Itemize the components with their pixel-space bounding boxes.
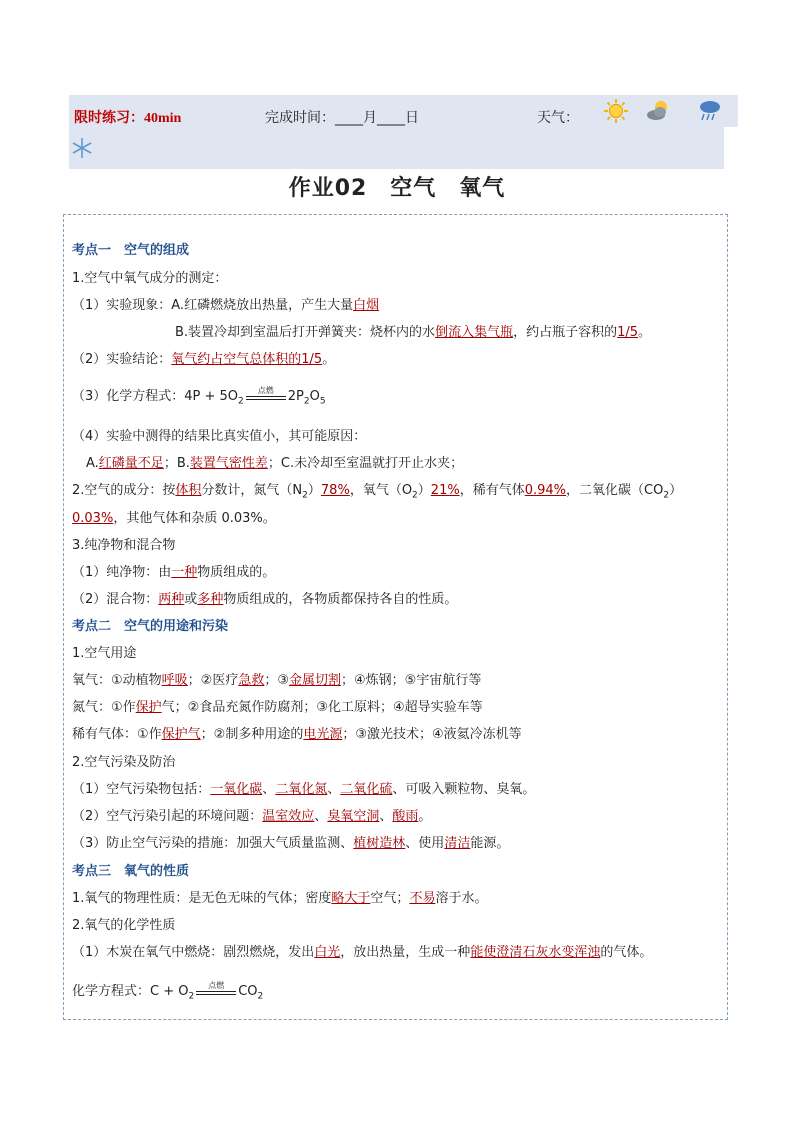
page-title: 作业02 空气 氧气 (288, 176, 506, 201)
rain-icon[interactable] (697, 98, 723, 124)
text-line: 稀有气体：①作保护气；②制多种用途的电光源；③激光技术；④液氦冷冻机等 (72, 727, 522, 742)
text-line: （2）实验结论：氧气约占空气总体积的1/5。 (72, 352, 336, 367)
text-line: 3.纯净物和混合物 (72, 538, 176, 553)
text-line: 2.空气的成分：按体积分数计，氮气$(N_2)78\%$，氧气$(O_2)21\%$，稀有气体0.94%，二氧化碳$(CO_2)$ (72, 483, 683, 501)
text-line: （4）实验中测得的结果比真实值小，其可能原因： (72, 429, 367, 444)
text-line: （2）混合物：两种或多种物质组成的，各物质都保持各自的性质。 (72, 592, 458, 607)
text-line: 1.空气用途 (72, 646, 137, 661)
reaction-arrow: 点燃 (246, 390, 286, 404)
text-line: 1.氧气的物理性质：是无色无味的气体；密度略大于空气；不易溶于水。 (72, 891, 488, 906)
text-line: 氮气：①作保护气；②食品充氮作防腐剂；③化工原料；④超导实验车等 (72, 700, 483, 715)
text-line: B.装置冷却到室温后打开弹簧夹：烧杯内的水倒流入集气瓶，约占瓶子容积的1/5。 (175, 325, 652, 340)
section-heading-3: 考点三 氧气的性质 (72, 864, 190, 879)
chem-equation: 化学方程式：$C + O_2$ 点燃 $CO_2$ (72, 980, 264, 1002)
reaction-arrow: 点燃 (196, 985, 236, 999)
cloud-sun-icon[interactable] (645, 98, 671, 124)
text-line: 1.空气中氧气成分的测定： (72, 271, 228, 286)
completion-time: 完成时间：____月____日 (265, 110, 419, 126)
text-line: 2.空气污染及防治 (72, 755, 176, 770)
text-line: 2.氧气的化学性质 (72, 918, 176, 933)
text-line: （1）纯净物：由一种物质组成的。 (72, 565, 276, 580)
time-limit: 限时练习：40min (74, 111, 182, 126)
text-line: （3）防止空气污染的措施：加强大气质量监测、植树造林、使用清洁能源。 (72, 836, 510, 851)
text-line: （1）实验现象：A.红磷燃烧放出热量，产生大量白烟 (72, 298, 380, 313)
sun-icon[interactable] (603, 98, 629, 124)
section-heading-1: 考点一 空气的组成 (72, 243, 190, 258)
text-line: 氧气：①动植物呼吸；②医疗急救；③金属切割；④炼钢；⑤宇宙航行等 (72, 673, 482, 688)
chem-equation: （3）化学方程式：$4P + 5O_2$ 点燃 $2P_2O_5$ (72, 385, 326, 407)
section-heading-2: 考点二 空气的用途和污染 (72, 619, 229, 634)
text-line: 0.03%，其他气体和杂质 0.03%。 (72, 511, 276, 526)
header-banner-lower (69, 127, 724, 169)
text-line: A.红磷量不足；B.装置气密性差；C.未冷却至室温就打开止水夹； (86, 456, 464, 471)
weather-label: 天气： (537, 110, 579, 126)
text-line: （1）木炭在氧气中燃烧：剧烈燃烧，发出白光，放出热量，生成一种能使澄清石灰水变浑浊的气体。 (72, 945, 653, 960)
text-line: （1）空气污染物包括：一氧化碳、二氧化氮、二氧化硫、可吸入颗粒物、臭氧。 (72, 782, 536, 797)
text-line: （2）空气污染引起的环境问题：温室效应、臭氧空洞、酸雨。 (72, 809, 432, 824)
snowflake-icon (71, 137, 93, 159)
